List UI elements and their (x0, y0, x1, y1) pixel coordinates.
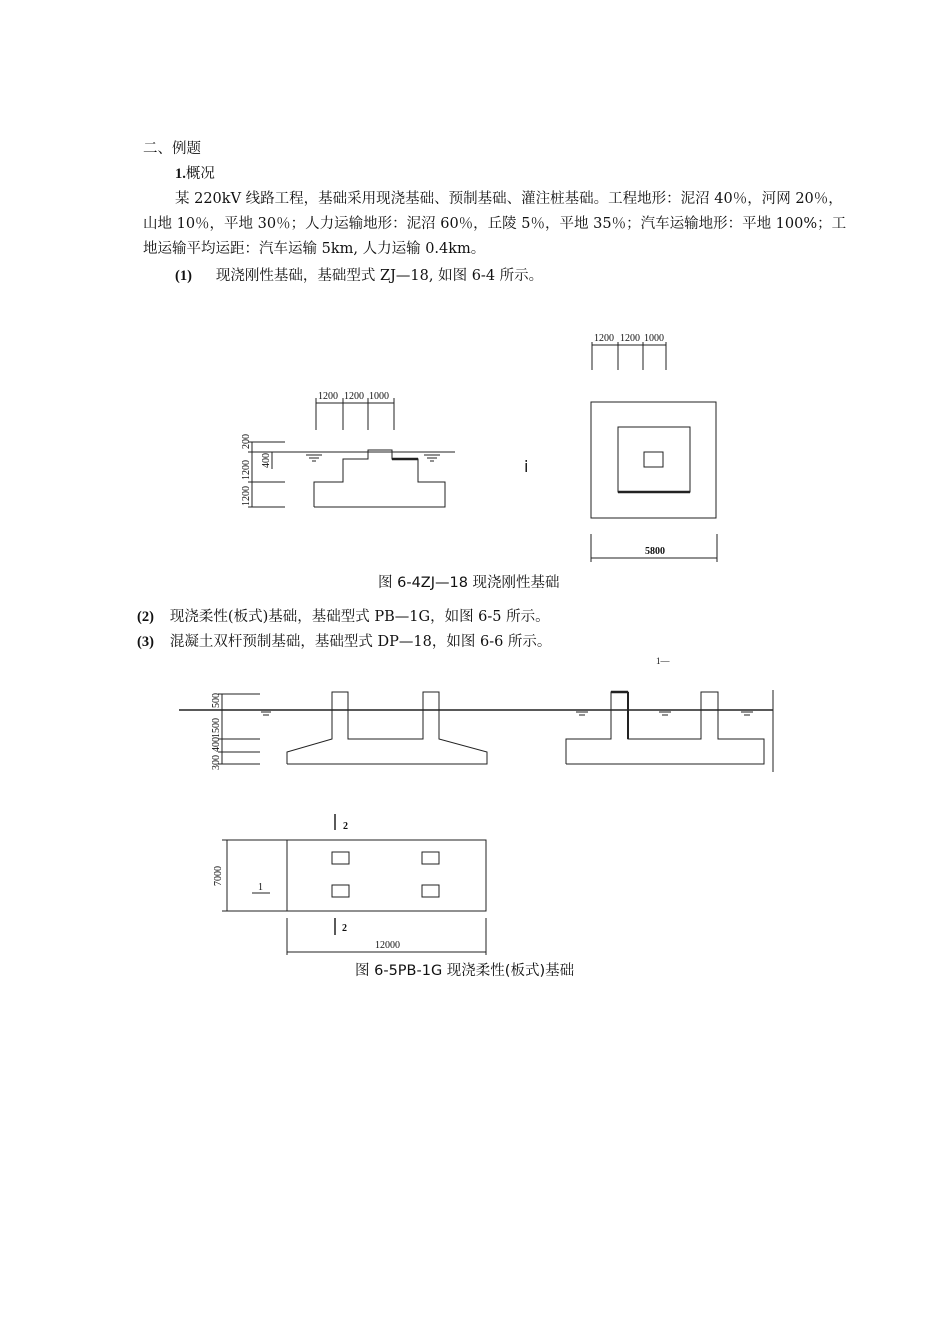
slab-side-dim-400: 400 (211, 737, 222, 752)
plan-dim-5800: 5800 (645, 546, 665, 557)
plan-side-dim-7000: 7000 (213, 866, 224, 886)
elev-side-dim-1200-b: 1200 (241, 486, 252, 506)
figure-6-5-caption: 图 6-5PB-1G 现浇柔性(板式)基础 (355, 963, 575, 979)
list-item-2-number: (2) (137, 609, 154, 625)
slab-side-dim-300: 300 (211, 755, 222, 770)
overview-paragraph: 某 220kV 线路工程，基础采用现浇基础、预制基础、灌注桩基础。工程地形：泥沼 40％，河网 20％，山地 10％，平地 30％；人力运输地形：泥沼 60％，丘陵 5％，平地 35％；汽车运输地形：平地 100%；工地运输平均运距：汽车运输 5km, 人力运输 0.4km。 (143, 191, 847, 257)
list-item-2-text: 现浇柔性(板式)基础，基础型式 PB—1G，如图 6-5 所示。 (169, 609, 550, 625)
fig-6-5-elevation (179, 656, 773, 772)
subsection-number: 1. (175, 166, 186, 182)
slab-side-dim-500: 500 (211, 693, 222, 708)
subsection-title: 概况 (185, 166, 215, 182)
section-heading: 二、例题 (143, 141, 201, 157)
slab-side-dim-1500: 1500 (211, 718, 222, 738)
list-item-3-number: (3) (137, 634, 154, 650)
plan-dim-1200-b: 1200 (620, 333, 640, 344)
section-label-2-bottom: 2 (342, 923, 347, 934)
fig-6-5-plan (213, 814, 486, 955)
plan-dim-1200-a: 1200 (594, 333, 614, 344)
elev-side-dim-200: 200 (241, 434, 252, 449)
list-item-1-text: 现浇刚性基础，基础型式 ZJ—18, 如图 6-4 所示。 (215, 268, 544, 284)
elev-dim-1200-b: 1200 (344, 391, 364, 402)
list-item-1-number: (1) (175, 268, 192, 284)
elev-dim-1000: 1000 (369, 391, 389, 402)
fig-6-4-plan (591, 333, 717, 562)
plan-dim-1000: 1000 (644, 333, 664, 344)
plan-bottom-dim-12000: 12000 (375, 940, 400, 951)
list-item-3-text: 混凝土双杆预制基础，基础型式 DP—18，如图 6-6 所示。 (169, 634, 552, 650)
section-label-1: 1 (258, 882, 263, 893)
elev-dim-1200-a: 1200 (318, 391, 338, 402)
section-mark-1: 1— (656, 656, 670, 666)
section-label-2-top: 2 (343, 821, 348, 832)
elev-side-dim-1200-a: 1200 (241, 460, 252, 480)
stray-mark: i (524, 457, 529, 476)
fig-6-4-elevation (241, 391, 455, 507)
figure-6-4-caption: 图 6-4ZJ—18 现浇刚性基础 (378, 575, 560, 591)
elev-side-dim-400: 400 (261, 453, 272, 468)
